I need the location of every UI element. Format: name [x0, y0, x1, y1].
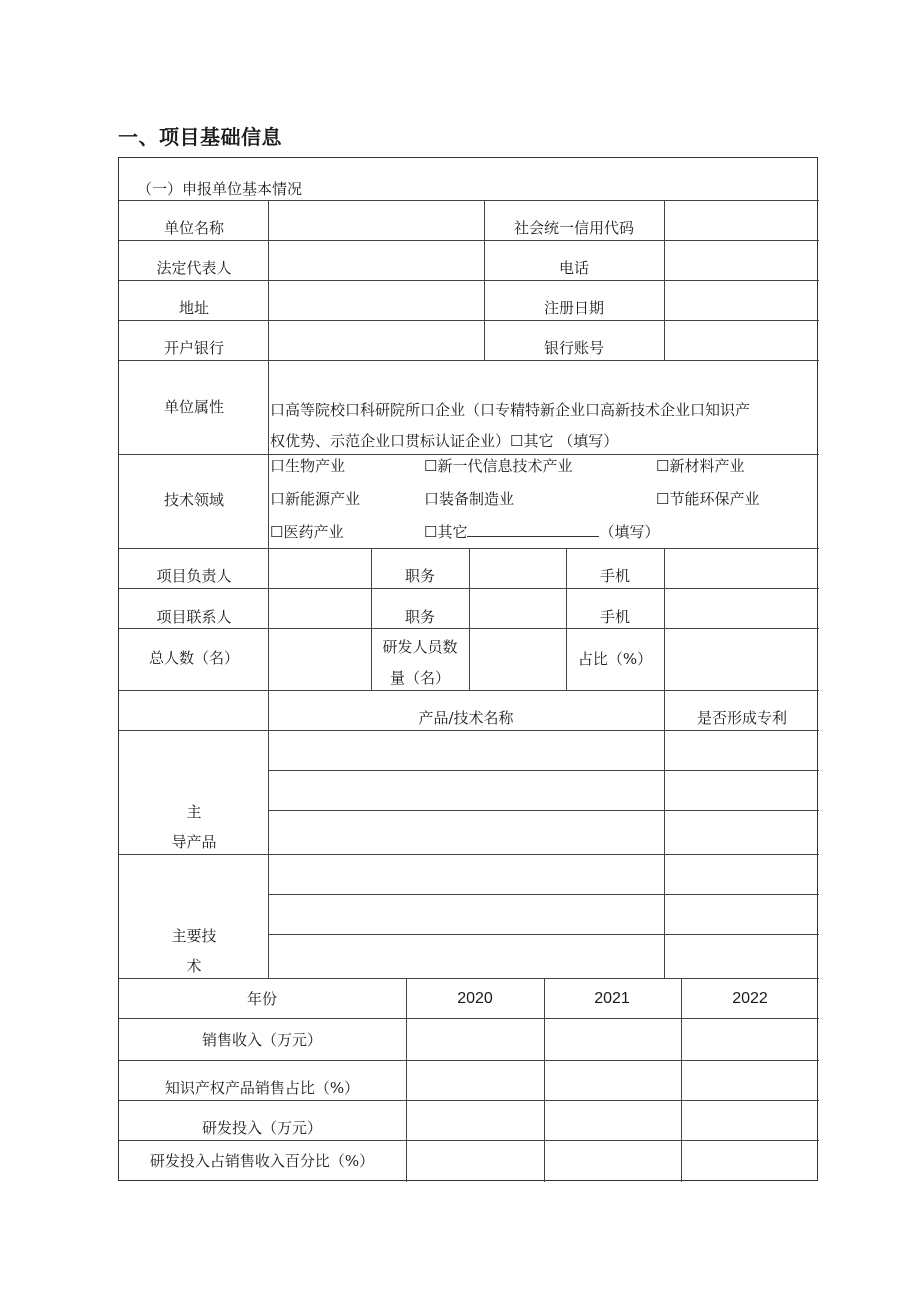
leader-mobile-label: 手机: [599, 567, 631, 585]
row-divider: [119, 360, 819, 361]
col-divider: [664, 200, 665, 360]
rd-staff-label-line1: 研发人员数: [382, 638, 458, 656]
page-title: 一、项目基础信息: [118, 125, 282, 149]
rd-staff-label-line2: 量（名）: [389, 669, 451, 687]
col-divider: [469, 548, 470, 690]
row-divider: [268, 810, 819, 811]
col-divider: [566, 548, 567, 690]
tech-option-environment: ☐节能环保产业: [656, 490, 760, 508]
tech-option-it: ☐新一代信息技术产业: [424, 457, 573, 475]
ip-sales-ratio-label: 知识产权产品销售占比（%）: [164, 1079, 360, 1097]
phone-label: 电话: [558, 259, 590, 277]
main-tech-label-line2: 术: [186, 957, 202, 975]
address-label: 地址: [178, 299, 210, 317]
row-divider: [119, 1100, 819, 1101]
row-divider: [119, 1060, 819, 1061]
credit-code-label: 社会统一信用代码: [513, 219, 635, 237]
account-label: 银行账号: [543, 339, 605, 357]
col-divider: [664, 548, 665, 978]
main-product-label-line1: 主: [186, 803, 202, 821]
project-info-form: [118, 157, 818, 1181]
row-divider: [268, 770, 819, 771]
row-divider: [119, 978, 819, 979]
fill-in-note: （填写）: [599, 523, 660, 541]
row-divider: [119, 200, 819, 201]
contact-position-label: 职务: [404, 608, 436, 626]
row-divider: [119, 454, 819, 455]
col-divider: [371, 548, 372, 690]
tech-option-bio: 口生物产业: [270, 457, 346, 475]
col-divider: [268, 200, 269, 978]
year-header: 年份: [246, 990, 278, 1008]
legal-rep-label: 法定代表人: [156, 259, 232, 277]
col-divider: [544, 978, 545, 1182]
rd-investment-label: 研发投入（万元）: [201, 1119, 323, 1137]
unit-attr-options-line1: 口高等院校口科研院所口企业（口专精特新企业口高新技术企业口知识产: [270, 401, 751, 419]
row-divider: [119, 690, 819, 691]
row-divider: [119, 320, 819, 321]
row-divider: [119, 1140, 819, 1141]
row-divider: [268, 894, 819, 895]
tech-option-materials: ☐新材料产业: [656, 457, 745, 475]
tech-field-label: 技术领域: [163, 491, 225, 509]
total-staff-label: 总人数（名）: [148, 649, 240, 667]
ratio-label: 占比（%）: [577, 650, 653, 668]
unit-name-label: 单位名称: [163, 219, 225, 237]
main-tech-label-line1: 主要技: [171, 927, 217, 945]
tech-option-equipment: 口装备制造业: [424, 490, 515, 508]
contact-mobile-label: 手机: [599, 608, 631, 626]
row-divider: [268, 934, 819, 935]
contact-label: 项目联系人: [156, 608, 232, 626]
rd-ratio-label: 研发投入占销售收入百分比（%）: [149, 1152, 375, 1170]
product-name-header: 产品/技术名称: [418, 709, 514, 727]
bank-label: 开户银行: [163, 339, 225, 357]
year-2021: 2021: [594, 990, 630, 1007]
fill-in-line: [467, 522, 599, 537]
leader-position-label: 职务: [404, 567, 436, 585]
section-title: （一）申报单位基本情况: [137, 180, 303, 198]
year-2022: 2022: [732, 990, 768, 1007]
sales-revenue-label: 销售收入（万元）: [201, 1031, 323, 1049]
tech-option-medicine: ☐医药产业: [270, 523, 344, 541]
patent-header: 是否形成专利: [696, 709, 788, 727]
col-divider: [406, 978, 407, 1182]
col-divider: [681, 978, 682, 1182]
row-divider: [119, 730, 819, 731]
main-product-label-line2: 导产品: [171, 833, 217, 851]
row-divider: [119, 240, 819, 241]
unit-attr-options-line2: 权优势、示范企业口贯标认证企业）☐其它 （填写）: [270, 432, 619, 450]
reg-date-label: 注册日期: [543, 299, 605, 317]
row-divider: [119, 280, 819, 281]
leader-label: 项目负责人: [156, 567, 232, 585]
row-divider: [119, 854, 819, 855]
col-divider: [484, 200, 485, 360]
tech-option-other: [424, 522, 659, 542]
tech-option-other-label: ☐其它: [424, 523, 468, 541]
row-divider: [119, 1018, 819, 1019]
tech-option-energy: 口新能源产业: [270, 490, 361, 508]
year-2020: 2020: [457, 990, 493, 1007]
unit-attr-label: 单位属性: [163, 398, 225, 416]
